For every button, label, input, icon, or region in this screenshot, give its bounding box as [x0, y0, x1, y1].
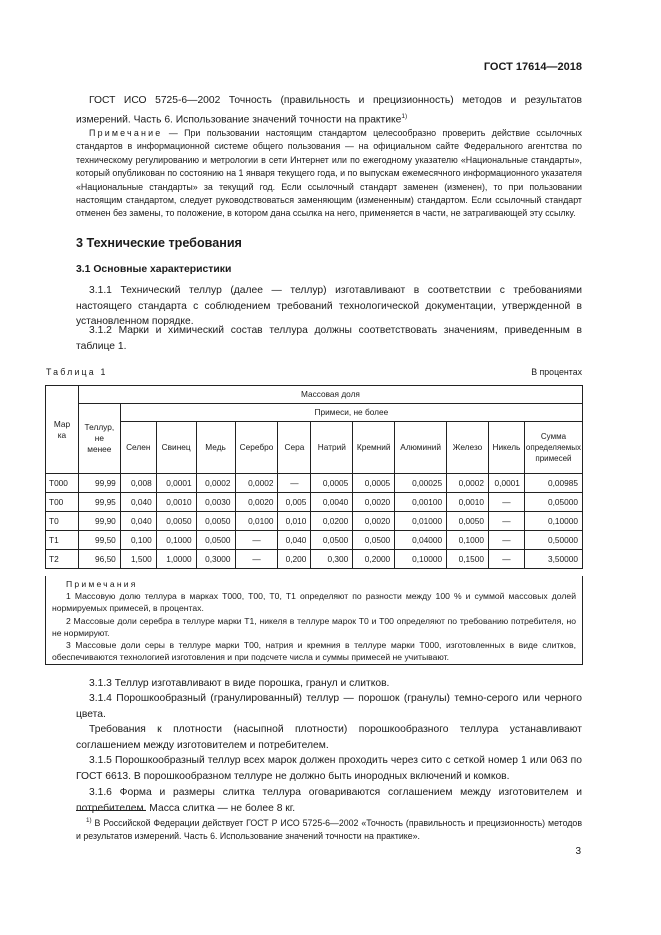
footnote-rule [76, 810, 146, 811]
value-cell: 0,040 [278, 531, 311, 550]
value-cell: 0,0010 [447, 493, 489, 512]
paragraph-3-1-2: 3.1.2 Марки и химический состав теллура должны соответствовать значениям, приведенным в таблице 1. [76, 325, 582, 352]
value-cell: 0,0002 [235, 474, 278, 493]
reference-entry: ГОСТ ИСО 5725-6—2002 Точность (правильность и прецизионность) методов и результатов измерений. Часть 6. Использование значений точности на практике$^{1)}$ [76, 95, 582, 126]
column-header: Алюминий [395, 422, 447, 474]
value-cell: 0,50000 [524, 531, 582, 550]
value-cell: 0,10000 [395, 550, 447, 569]
value-cell: 99,50 [78, 531, 120, 550]
page-number: 3 [575, 846, 581, 857]
header-tellurium: Теллур, не менее [78, 404, 120, 474]
column-header: Медь [196, 422, 235, 474]
column-header: Селен [120, 422, 156, 474]
value-cell: 0,0020 [353, 512, 395, 531]
value-cell: — [235, 531, 278, 550]
grade-cell: Т00 [46, 493, 79, 512]
section-title: 3 Технические требования [76, 236, 242, 250]
value-cell: 0,200 [278, 550, 311, 569]
paragraph-3-1-6: 3.1.6 Форма и размеры слитка теллура оговариваются соглашением между изготовителем и потребителем. Масса слитка — не более 8 кг. [76, 787, 582, 814]
value-cell: 0,00100 [395, 493, 447, 512]
table-row [46, 512, 583, 531]
value-cell: 0,1000 [447, 531, 489, 550]
value-cell: 0,0005 [353, 474, 395, 493]
value-cell: 0,0001 [488, 474, 524, 493]
value-cell: 0,1500 [447, 550, 489, 569]
value-cell: 0,04000 [395, 531, 447, 550]
column-header: Сумма определяемых примесей [524, 422, 582, 474]
table-units: В процентах [531, 367, 582, 377]
value-cell: 0,0020 [235, 493, 278, 512]
value-cell: 0,0030 [196, 493, 235, 512]
value-cell: 0,008 [120, 474, 156, 493]
value-cell: 0,00025 [395, 474, 447, 493]
grade-cell: Т2 [46, 550, 79, 569]
value-cell: 0,0500 [353, 531, 395, 550]
value-cell: 0,1000 [156, 531, 196, 550]
document-code: ГОСТ 17614—2018 [483, 61, 582, 73]
value-cell: — [278, 474, 311, 493]
table-row [46, 474, 583, 493]
header-mass-fraction: Массовая доля [78, 386, 582, 404]
table-notes-title: Примечания [66, 579, 138, 589]
table-row [46, 550, 583, 569]
value-cell: 0,300 [311, 550, 353, 569]
value-cell: 0,0100 [235, 512, 278, 531]
value-cell: 96,50 [78, 550, 120, 569]
value-cell: 3,50000 [524, 550, 582, 569]
table-note: 3 Массовые доли серы в теллуре марки Т00, натрия и кремния в теллуре марки Т000, изготовленных в виде слитков, обеспечиваются технологией изготовления и при подсчете числа и суммы примесей не учитывают. [52, 640, 576, 663]
paragraph-3-1-4-density: Требования к плотности (насыпной плотности) порошкообразного теллура устанавливают соглашением между изготовителем и потребителем. [76, 724, 582, 751]
value-cell: 0,05000 [524, 493, 582, 512]
value-cell: 99,99 [78, 474, 120, 493]
value-cell: 0,0010 [156, 493, 196, 512]
grade-cell: Т1 [46, 531, 79, 550]
value-cell: 0,040 [120, 493, 156, 512]
table-note: 2 Массовые доли серебра в теллуре марки Т1, никеля в теллуре марок Т0 и Т00 определяют по требованию потребителя, но не нормируют. [52, 615, 576, 638]
table-note: 1 Массовую долю теллура в марках Т000, Т00, Т0, Т1 определяют по разности между 100 % и суммой массовых долей нормируемых примесей, в процентах. [52, 591, 576, 614]
grade-cell: Т000 [46, 474, 79, 493]
value-cell: — [488, 550, 524, 569]
value-cell: — [488, 531, 524, 550]
column-header: Сера [278, 422, 311, 474]
value-cell: 0,040 [120, 512, 156, 531]
subsection-title: 3.1 Основные характеристики [76, 264, 232, 275]
value-cell: 0,10000 [524, 512, 582, 531]
value-cell: 99,95 [78, 493, 120, 512]
value-cell: — [488, 512, 524, 531]
column-header: Свинец [156, 422, 196, 474]
value-cell: 0,0200 [311, 512, 353, 531]
composition-table [45, 385, 583, 569]
table-row [46, 493, 583, 512]
paragraph-3-1-1: 3.1.1 Технический теллур (далее — теллур) изготавливают в соответствии с требованиями настоящего стандарта с соблюдением требований технологической документации, утвержденной в установленном порядке. [76, 285, 582, 328]
value-cell: 0,0002 [447, 474, 489, 493]
column-header: Кремний [353, 422, 395, 474]
value-cell: 99,90 [78, 512, 120, 531]
column-header: Натрий [311, 422, 353, 474]
value-cell: 1,500 [120, 550, 156, 569]
table-row [46, 531, 583, 550]
value-cell: 0,0500 [196, 531, 235, 550]
column-header: Железо [447, 422, 489, 474]
footnote: $^{1)}$ В Российской Федерации действует ГОСТ Р ИСО 5725-6—2002 «Точность (правильность и прецизионность) методов и результатов измерений. Часть 6. Использование значений точности на практике». [76, 817, 582, 842]
value-cell: 0,100 [120, 531, 156, 550]
value-cell: 0,0050 [156, 512, 196, 531]
value-cell: 0,0001 [156, 474, 196, 493]
value-cell: — [488, 493, 524, 512]
value-cell: 1,0000 [156, 550, 196, 569]
value-cell: 0,0500 [311, 531, 353, 550]
column-header: Серебро [235, 422, 278, 474]
note-block: Примечание — При пользовании настоящим стандартом целесообразно проверить действие ссылочных стандартов в информационной системе общего пользования — на официальном сайте Федерального агентства по техническому регулированию и метрологии в сети Интернет или по ежегодному указателю «Национальные стандарты», который опубликован по состоянию на 1 января текущего года, и по выпускам ежемесячного информационного указателя «Национальные стандарты» за текущий год. Если ссылочный стандарт заменен (изменен), то при пользовании настоящим стандартом, следует руководствоваться заменяющим (измененным) стандартом. Если ссылочный стандарт отменен без замены, то положение, в котором дана ссылка на него, применяется в части, не затрагивающей эту ссылку. [76, 128, 582, 219]
value-cell: 0,005 [278, 493, 311, 512]
value-cell: 0,0005 [311, 474, 353, 493]
value-cell: 0,0020 [353, 493, 395, 512]
header-impurities: Примеси, не более [120, 404, 582, 422]
paragraph-3-1-4: 3.1.4 Порошкообразный (гранулированный) теллур — порошок (гранулы) темно-серого или черного цвета. [76, 693, 582, 720]
value-cell: 0,01000 [395, 512, 447, 531]
value-cell: 0,0002 [196, 474, 235, 493]
value-cell: — [235, 550, 278, 569]
value-cell: 0,0040 [311, 493, 353, 512]
value-cell: 0,2000 [353, 550, 395, 569]
value-cell: 0,3000 [196, 550, 235, 569]
value-cell: 0,0050 [447, 512, 489, 531]
paragraph-3-1-5: 3.1.5 Порошкообразный теллур всех марок должен проходить через сито с сеткой номер 1 или 063 по ГОСТ 6613. В порошкообразном теллуре не должно быть инородных включений и комков. [76, 755, 582, 782]
note-label: Примечание [89, 128, 163, 138]
value-cell: 0,0050 [196, 512, 235, 531]
table-caption: Таблица 1 [46, 367, 108, 377]
value-cell: 0,010 [278, 512, 311, 531]
grade-cell: Т0 [46, 512, 79, 531]
table-notes [45, 576, 583, 665]
value-cell: 0,00985 [524, 474, 582, 493]
paragraph-3-1-3: 3.1.3 Теллур изготавливают в виде порошка, гранул и слитков. [89, 678, 390, 689]
column-header: Никель [488, 422, 524, 474]
header-grade: Марка [46, 386, 79, 474]
